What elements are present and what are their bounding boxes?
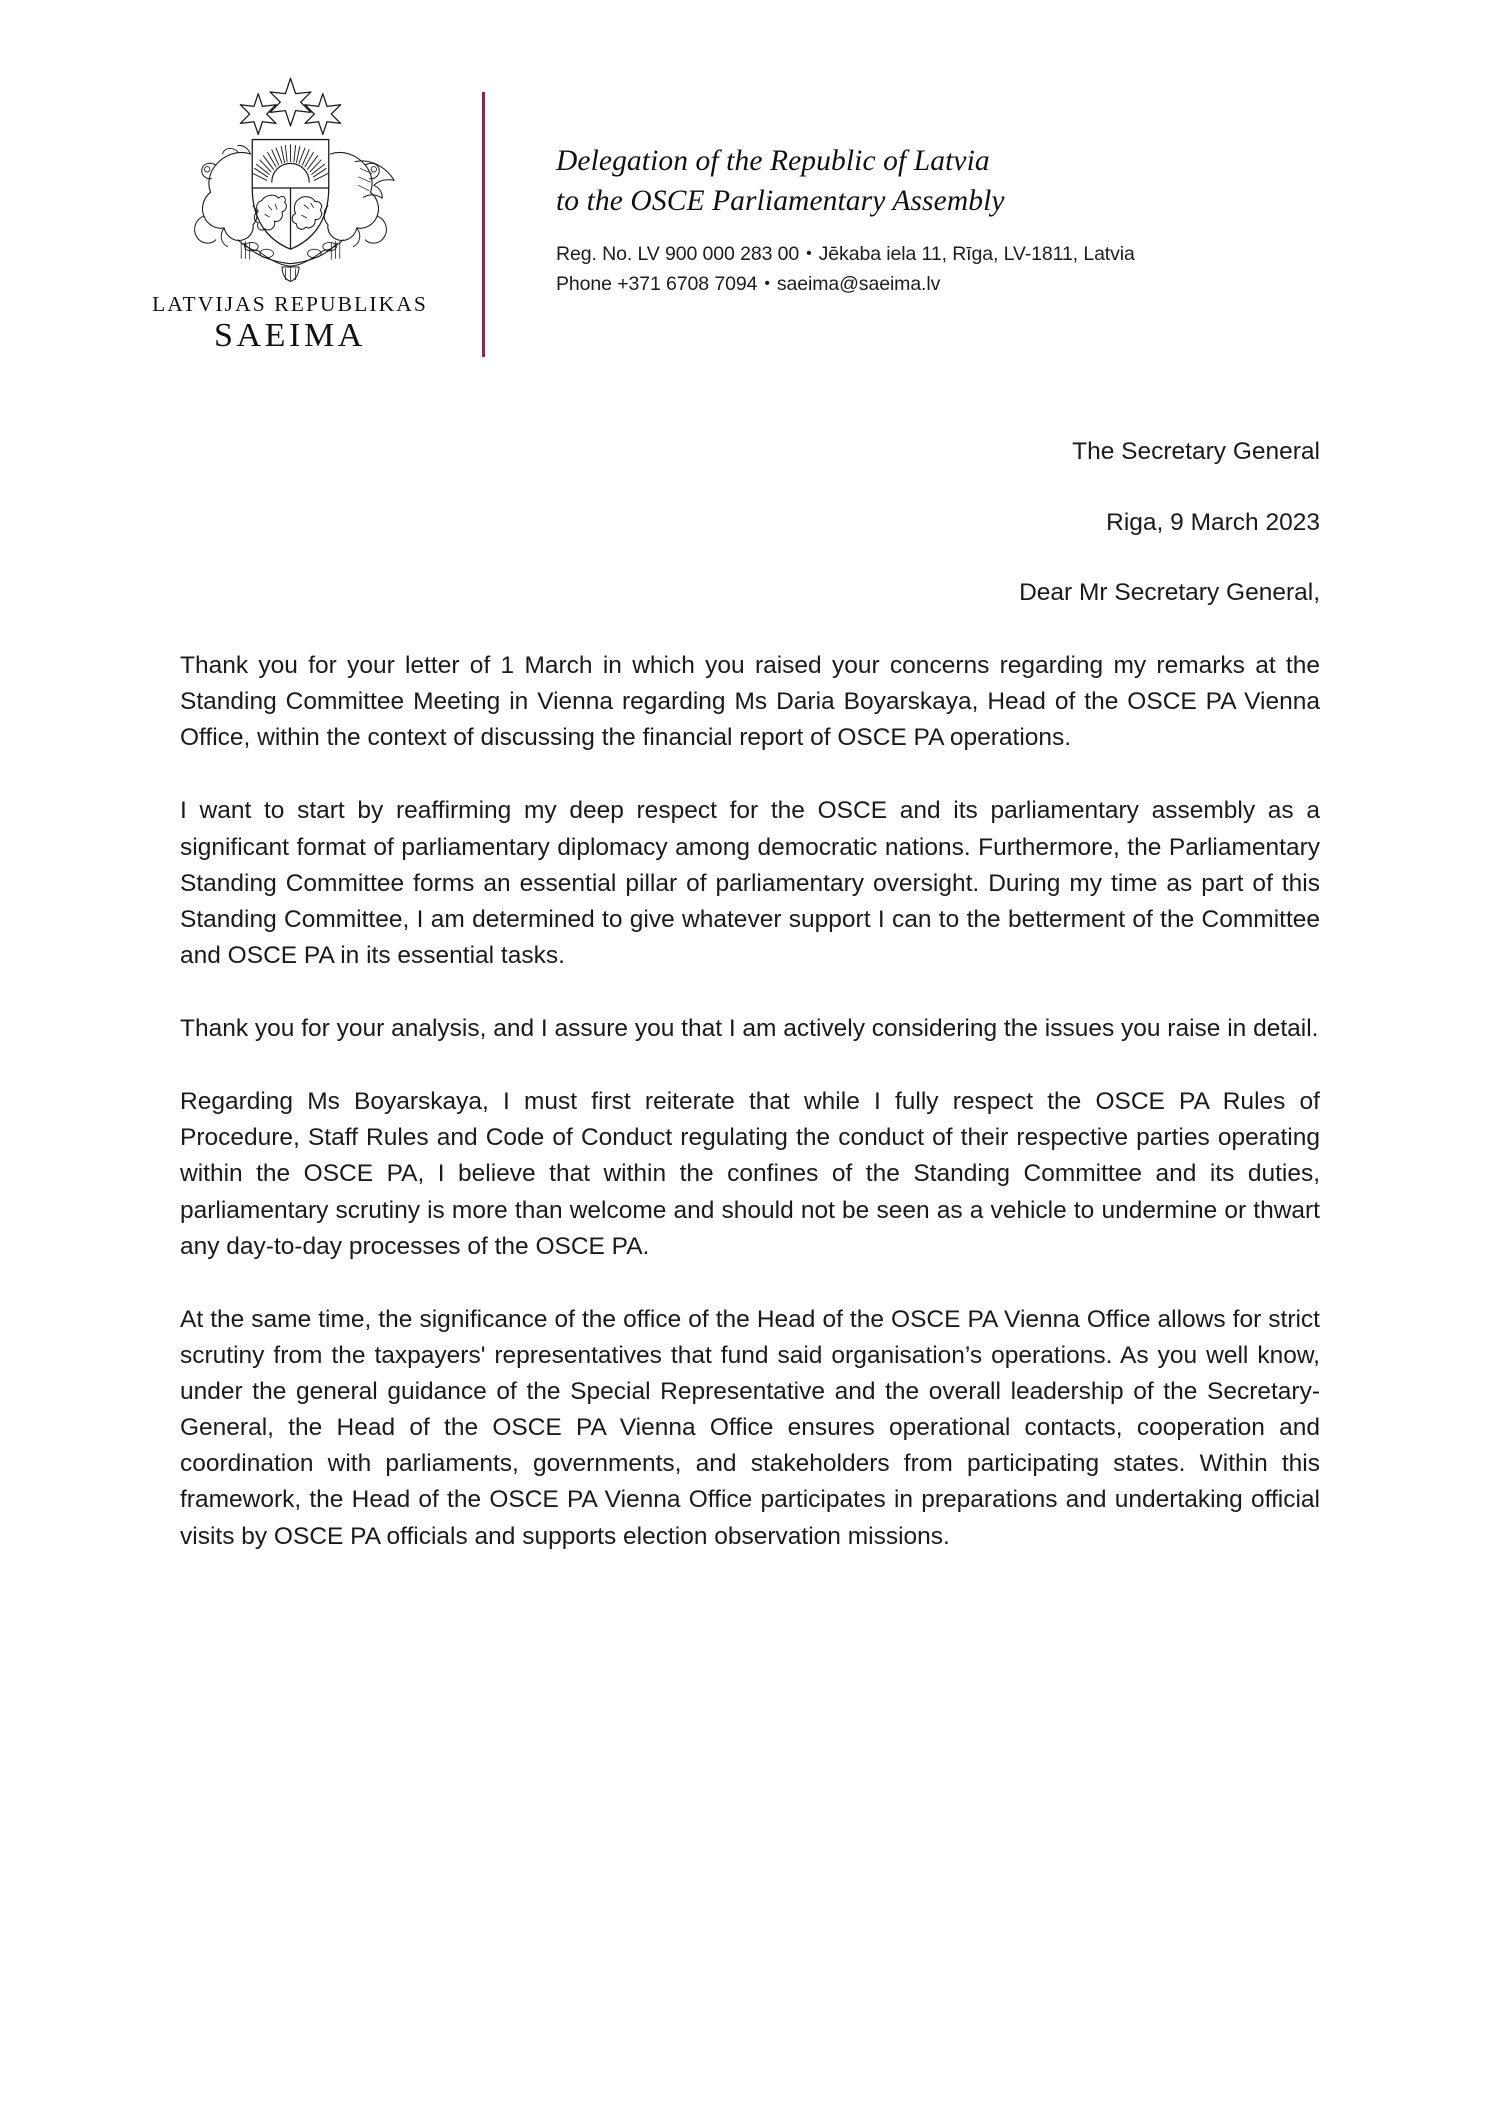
letterhead-contact-line1: [556, 240, 1336, 270]
phone-number: Phone +371 6708 7094: [556, 272, 758, 295]
letterhead-title: [556, 142, 1336, 221]
place-date-line: Riga, 9 March 2023: [1106, 508, 1320, 536]
body-paragraph: I want to start by reaffirming my deep respect for the OSCE and its parliamentary assembly as a significant format of parliamentary diplomacy among democratic nations. Furthermore, the Parliamentary Standing Committee forms an essential pillar of parliamentary oversight. During my time as part of this Standing Committee, I am determined to give whatever support I can to the betterment of the Committee and OSCE PA in its essential tasks.: [180, 797, 1320, 969]
bullet-separator-icon: •: [764, 274, 770, 292]
letterhead-title-line2: to the OSCE Parliamentary Assembly: [556, 184, 1005, 217]
latvia-coat-of-arms-icon: [163, 72, 418, 287]
body-paragraph: Regarding Ms Boyarskaya, I must first reiterate that while I fully respect the OSCE PA Rules of Procedure, Staff Rules and Code of Conduct regulating the conduct of their respective parties operating within the OSCE PA, I believe that within the confines of the Standing Committee and its duties, parliamentary scrutiny is more than welcome and should not be seen as a vehicle to undermine or thwart any day-to-day processes of the OSCE PA.: [180, 1088, 1320, 1260]
letterhead-title-line1: Delegation of the Republic of Latvia: [556, 145, 990, 177]
body-paragraph: At the same time, the significance of the office of the Head of the OSCE PA Vienna Office allows for strict scrutiny from the taxpayers' representatives that fund said organisation’s operations. As you well know, under the general guidance of the Special Representative and the overall leadership of the Secretary-General, the Head of the OSCE PA Vienna Office ensures operational contacts, cooperation and coordination with parliaments, governments, and stakeholders from participating states. Within this framework, the Head of the OSCE PA Vienna Office participates in preparations and undertaking official visits by OSCE PA officials and supports election observation missions.: [180, 1305, 1320, 1550]
address-block: [180, 440, 1320, 606]
body-paragraph: Thank you for your letter of 1 March in which you raised your concerns regarding my remarks at the Standing Committee Meeting in Vienna regarding Ms Daria Boyarskaya, Head of the OSCE PA Vienna Office, within the context of discussing the financial report of OSCE PA operations.: [180, 652, 1320, 752]
crest-caption-line2: SAEIMA: [214, 316, 366, 354]
body-paragraph: Thank you for your analysis, and I assure you that I am actively considering the issues you raise in detail.: [180, 1015, 1319, 1042]
registration-number: Reg. No. LV 900 000 283 00: [556, 243, 800, 266]
recipient-line: The Secretary General: [1072, 438, 1320, 465]
crest-caption-line1: LATVIJAS REPUBLIKAS: [152, 292, 428, 316]
letterhead: [0, 0, 1500, 390]
letterhead-text: [556, 142, 1336, 299]
postal-address: Jēkaba iela 11, Rīga, LV-1811, Latvia: [818, 243, 1135, 266]
crest-block: [150, 72, 430, 354]
letterhead-divider-rule: [482, 92, 485, 357]
letterhead-contact-line2: [556, 270, 1336, 300]
letter-body: [180, 648, 1320, 1555]
email-address: saeima@saeima.lv: [776, 272, 941, 295]
letterhead-contact: [556, 240, 1336, 299]
salutation-line: Dear Mr Secretary General,: [1019, 579, 1320, 606]
bullet-separator-icon: •: [806, 245, 812, 263]
